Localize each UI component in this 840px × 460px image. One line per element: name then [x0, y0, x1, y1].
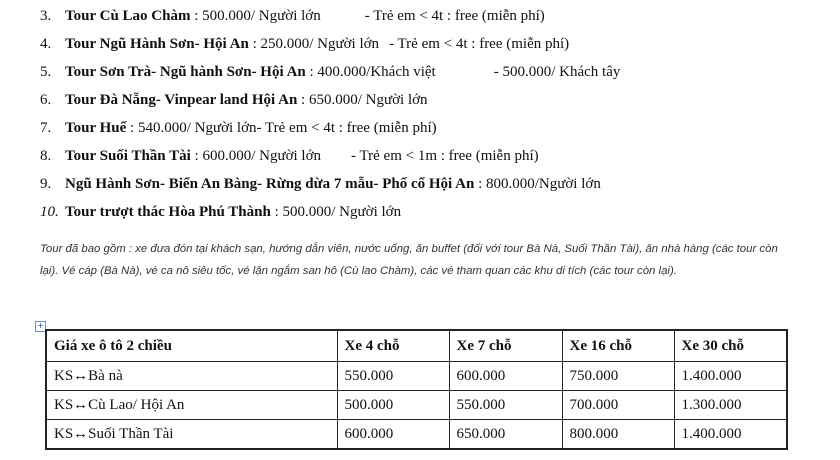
tour-price: : 500.000/ Người lớn [190, 8, 321, 24]
price-cell: 700.000 [562, 391, 674, 420]
tour-price: : 540.000/ Người lớn- Trẻ em < 4t : free (miễn phí) [126, 120, 437, 136]
tour-price: : 800.000/Người lớn [474, 176, 601, 192]
tour-price: : 250.000/ Người lớn [248, 36, 380, 52]
tour-number: 6. [40, 92, 52, 108]
tour-extra-price: - 500.000/ Khách tây [493, 64, 621, 80]
tour-price: : 650.000/ Người lớn [297, 92, 428, 108]
route-cell: KS↔Suối Thần Tài [46, 420, 337, 450]
header-car-30: Xe 30 chỗ [674, 330, 787, 362]
price-cell: 1.300.000 [674, 391, 787, 420]
tour-extra-price: - Trẻ em < 4t : free (miễn phí) [389, 36, 570, 52]
table-header-row [46, 330, 787, 362]
table-row [46, 362, 787, 391]
tour-name: Tour Sơn Trà- Ngũ hành Sơn- Hội An [65, 64, 306, 80]
price-cell: 550.000 [337, 362, 449, 391]
header-route: Giá xe ô tô 2 chiều [46, 330, 337, 362]
table-move-handle-icon[interactable]: + [35, 321, 46, 332]
tour-text [65, 198, 401, 226]
price-cell: 750.000 [562, 362, 674, 391]
table-row [46, 391, 787, 420]
price-cell: 800.000 [562, 420, 674, 450]
tour-price: : 600.000/ Người lớn [190, 148, 322, 164]
price-cell: 1.400.000 [674, 420, 787, 450]
tour-number: 8. [40, 148, 52, 164]
tour-name: Tour Đà Nẵng- Vinpear land Hội An [65, 92, 298, 108]
tour-price: : 400.000/Khách việt [305, 64, 436, 80]
price-cell: 600.000 [337, 420, 449, 450]
tour-extra-price: - Trẻ em < 1m : free (miễn phí) [351, 148, 539, 164]
tour-number: 3. [40, 8, 52, 24]
route-cell: KS↔Bà nà [46, 362, 337, 391]
tour-number: 7. [40, 120, 52, 136]
price-cell: 550.000 [449, 391, 562, 420]
price-cell: 650.000 [449, 420, 562, 450]
tour-text [65, 170, 601, 198]
route-cell: KS↔Cù Lao/ Hội An [46, 391, 337, 420]
tour-name: Tour Cù Lao Chàm [65, 8, 191, 24]
tour-price: : 500.000/ Người lớn [270, 204, 402, 220]
price-cell: 1.400.000 [674, 362, 787, 391]
tour-text [65, 58, 620, 86]
header-car-4: Xe 4 chỗ [337, 330, 449, 362]
tour-name: Tour Huế [65, 120, 127, 136]
tour-text [65, 114, 437, 142]
tour-number: 10. [40, 204, 59, 220]
tour-number: 4. [40, 36, 52, 52]
tour-text [65, 30, 569, 58]
tour-name: Tour Ngũ Hành Sơn- Hội An [65, 36, 249, 52]
table-row [46, 420, 787, 450]
tour-number: 5. [40, 64, 52, 80]
car-price-table [45, 329, 788, 450]
header-car-16: Xe 16 chỗ [562, 330, 674, 362]
header-car-7: Xe 7 chỗ [449, 330, 562, 362]
tour-name: Ngũ Hành Sơn- Biển An Bàng- Rừng dừa 7 mẫu- Phố cổ Hội An [65, 176, 475, 192]
tour-inclusions-note: Tour đã bao gồm : xe đưa đón tại khách sạn, hướng dẫn viên, nước uống, ăn buffet (đối với tour Bà Nà, Suối Thần Tài), ăn nhà hàng (các tour còn lại). Vé cáp (Bà Nà), vé ca nô siêu tốc, vé lặn ngắm san hô (Cù lao Chàm), các vé tham quan các khu di tích (các tour còn lại). [40, 243, 778, 277]
tour-name: Tour trượt thác Hòa Phú Thành [65, 204, 271, 220]
price-cell: 500.000 [337, 391, 449, 420]
tour-number: 9. [40, 176, 52, 192]
tour-text [65, 86, 428, 114]
tour-text [65, 142, 539, 170]
price-cell: 600.000 [449, 362, 562, 391]
tour-extra-price: - Trẻ em < 4t : free (miễn phí) [364, 8, 545, 24]
tour-name: Tour Suối Thần Tài [65, 148, 191, 164]
tour-text [65, 2, 545, 30]
